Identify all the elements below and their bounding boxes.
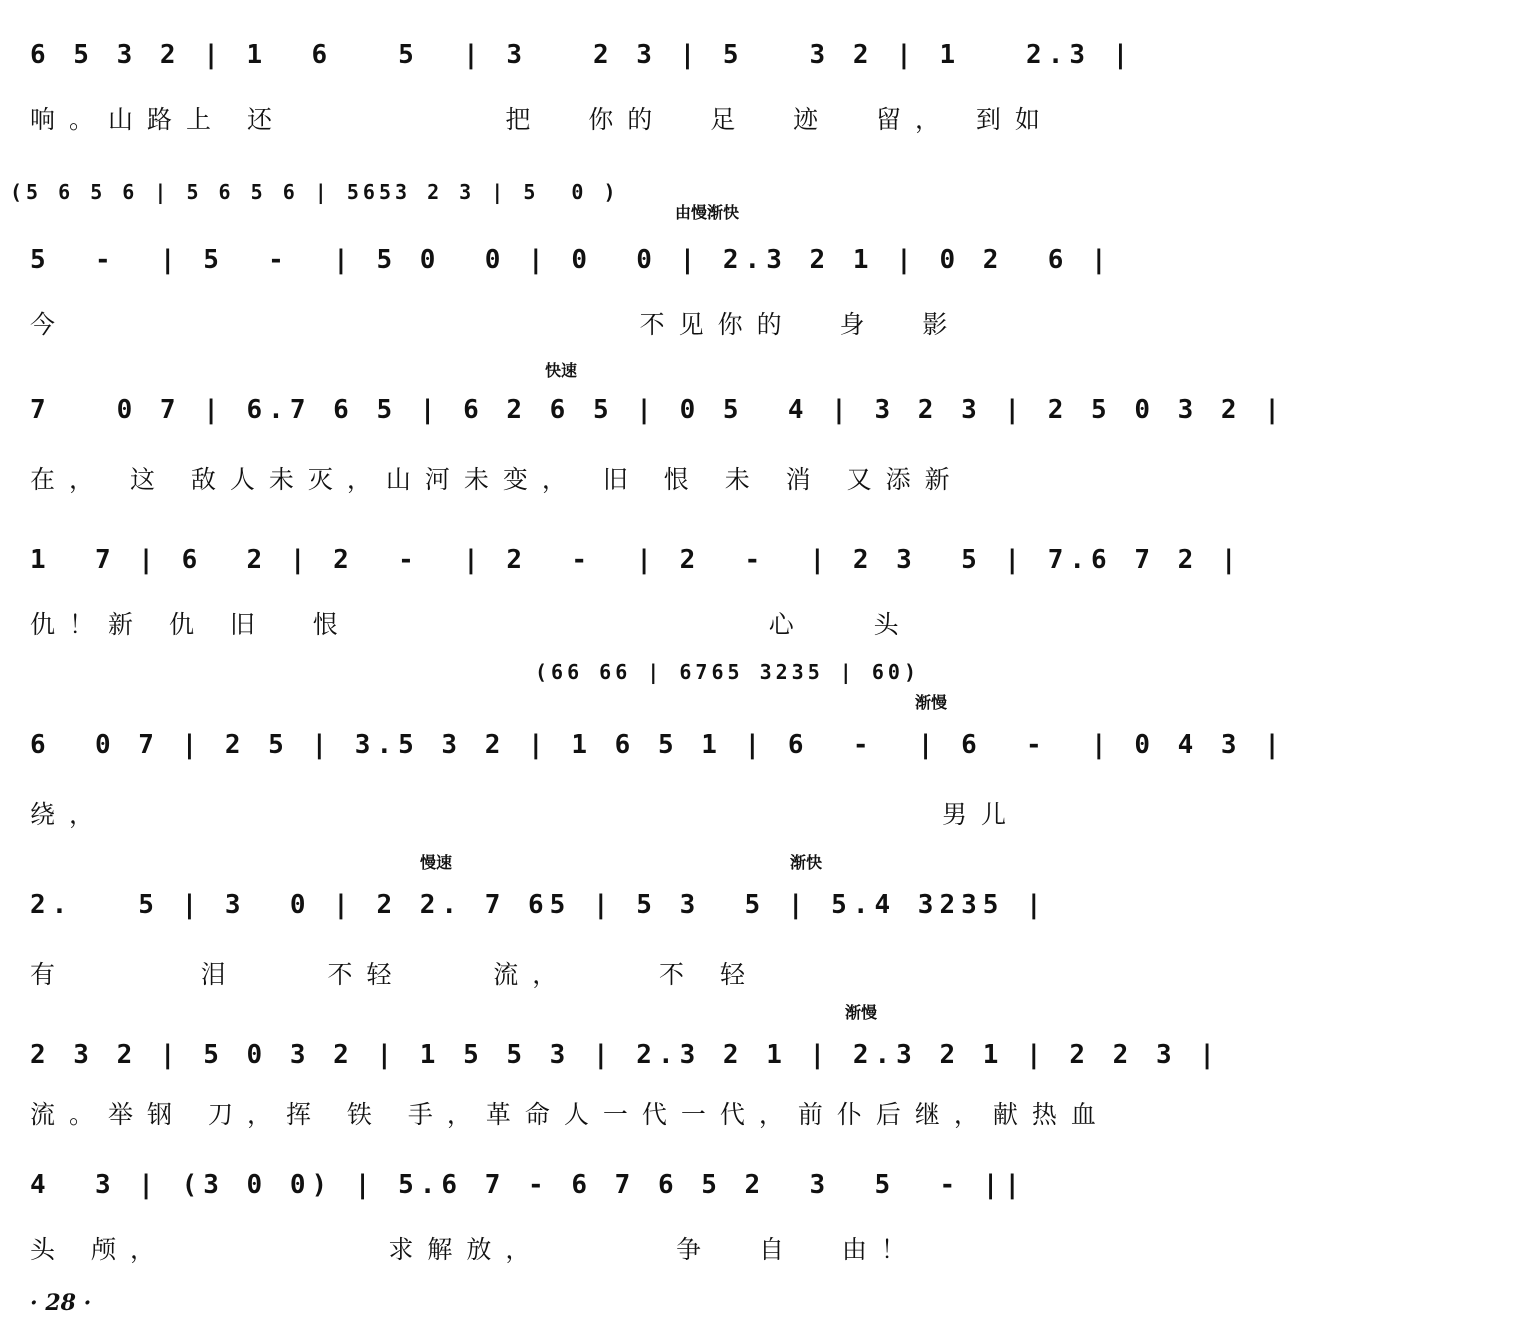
- notation-line: 6 0 7 | 2 5 | 3.5 3 2 | 1 6 5 1 | 6 - | 6 - | 0 4 3 |: [30, 730, 1286, 760]
- page-number: · 28 ·: [30, 1290, 92, 1316]
- lyric-line: 头 颅， 求解放， 争 自 由！: [30, 1235, 920, 1264]
- tempo-mark: 渐快: [790, 853, 823, 872]
- lyric-line: 仇！新 仇 旧 恨 心 头: [30, 610, 913, 639]
- lyric-line: 今 不见你的 身 影: [30, 310, 962, 339]
- lyric-line: 有 泪 不轻 流， 不 轻: [30, 960, 759, 989]
- lyric-line: 响。山路上 还 把 你的 足 迹 留， 到如: [30, 105, 1054, 134]
- notation-line: 7 0 7 | 6.7 6 5 | 6 2 6 5 | 0 5 4 | 3 2 3 | 2 5 0 3 2 |: [30, 395, 1286, 425]
- lyric-line: 流。举钢 刀，挥 铁 手，革命人一代一代，前仆后继，献热血: [30, 1100, 1110, 1129]
- notation-line: 4 3 | (3 0 0) | 5.6 7 - 6 7 6 5 2 3 5 - ||: [30, 1170, 1027, 1200]
- notation-line: 1 7 | 6 2 | 2 - | 2 - | 2 - | 2 3 5 | 7.6 7 2 |: [30, 545, 1243, 575]
- tempo-mark: 由慢渐快: [675, 203, 740, 222]
- intro-notation: (5 6 5 6 | 5 6 5 6 | 5653 2 3 | 5 0 ): [10, 180, 620, 204]
- notation-line: 5 - | 5 - | 5 0 0 | 0 0 | 2.3 2 1 | 0 2 6 |: [30, 245, 1113, 275]
- notation-line: 2. 5 | 3 0 | 2 2. 7 65 | 5 3 5 | 5.4 3235 |: [30, 890, 1048, 920]
- tempo-mark: 快速: [545, 361, 578, 380]
- tempo-mark: 渐慢: [845, 1003, 878, 1022]
- tempo-mark: 渐慢: [915, 693, 948, 712]
- lyric-line: 绕， 男儿: [30, 800, 1020, 829]
- notation-line: 2 3 2 | 5 0 3 2 | 1 5 5 3 | 2.3 2 1 | 2.3 2 1 | 2 2 3 |: [30, 1040, 1221, 1070]
- notation-line: 6 5 3 2 | 1 6 5 | 3 2 3 | 5 3 2 | 1 2.3 |: [30, 40, 1135, 70]
- intro-notation: (66 66 | 6765 3235 | 60): [535, 660, 920, 684]
- tempo-mark: 慢速: [420, 853, 453, 872]
- lyric-line: 在， 这 敌人未灭，山河未变， 旧 恨 未 消 又添新: [30, 465, 964, 494]
